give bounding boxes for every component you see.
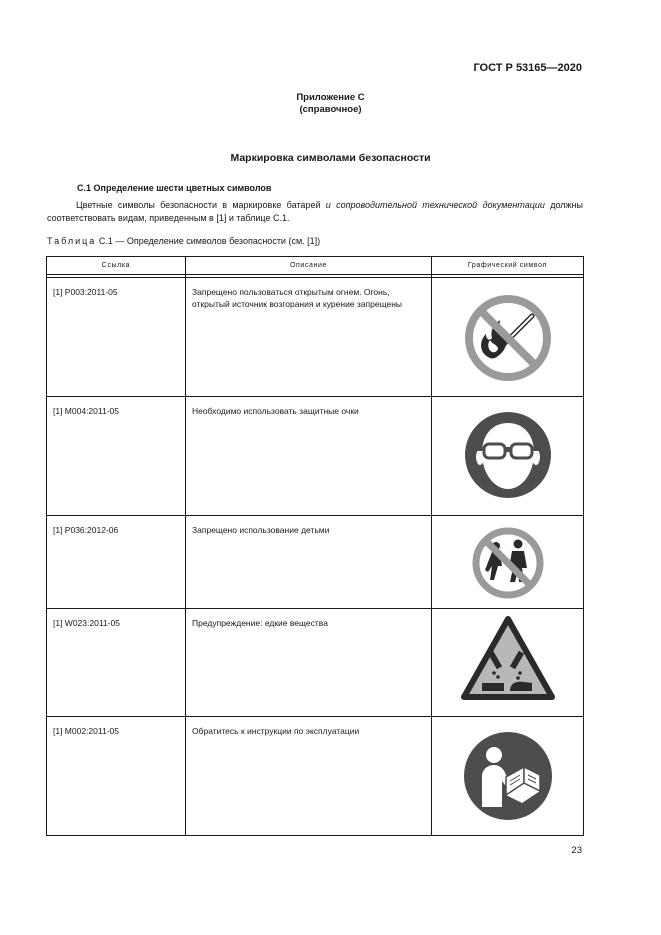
page-number: 23 bbox=[571, 845, 582, 856]
page-title: Маркировка символами безопасности bbox=[230, 152, 431, 164]
header-symbol: Графический символ bbox=[432, 257, 584, 275]
table-row bbox=[47, 516, 584, 609]
paragraph-italic: и сопроводительной технической документации bbox=[325, 200, 545, 210]
table-caption-text: С.1 — Определение символов безопасности (см. [1]) bbox=[98, 236, 321, 246]
section-paragraph bbox=[47, 199, 583, 225]
paragraph-text-2: должны соответствовать видам, приведенным в [1] и таблице С.1. bbox=[47, 200, 583, 223]
table-row bbox=[47, 397, 584, 516]
paragraph-text-1: Цветные символы безопасности в маркировке батарей bbox=[76, 200, 321, 210]
table-caption-label: Таблица bbox=[47, 236, 97, 246]
header-reference: Ссылка bbox=[47, 257, 186, 275]
header-description: Описание bbox=[186, 257, 432, 275]
row-reference: [1] P003:2011-05 bbox=[47, 278, 186, 397]
no-children-icon bbox=[432, 516, 584, 608]
row-reference: [1] P036:2012-06 bbox=[47, 516, 186, 609]
document-code: ГОСТ Р 53165—2020 bbox=[473, 62, 582, 74]
annex-subtitle: (справочное) bbox=[299, 104, 362, 115]
wear-goggles-icon bbox=[432, 397, 584, 515]
table-caption bbox=[47, 236, 320, 246]
corrosive-warning-icon bbox=[432, 609, 584, 716]
row-description: Обратитесь к инструкции по эксплуатации bbox=[186, 717, 432, 836]
section-heading: С.1 Определение шести цветных символов bbox=[77, 183, 272, 193]
row-reference: [1] M004:2011-05 bbox=[47, 397, 186, 516]
annex-title bbox=[0, 92, 661, 116]
row-description: Запрещено пользоваться открытым огнем. Огонь, открытый источник возгорания и курение запрещены bbox=[186, 278, 432, 397]
safety-symbols-table bbox=[46, 256, 584, 836]
table-row bbox=[47, 717, 584, 836]
read-manual-icon bbox=[432, 717, 584, 835]
no-open-flame-icon bbox=[432, 278, 584, 396]
table-row bbox=[47, 278, 584, 397]
row-description: Предупреждение: едкие вещества bbox=[186, 609, 432, 717]
row-reference: [1] M002:2011-05 bbox=[47, 717, 186, 836]
row-description: Необходимо использовать защитные очки bbox=[186, 397, 432, 516]
table-row bbox=[47, 609, 584, 717]
row-description: Запрещено использование детьми bbox=[186, 516, 432, 609]
row-reference: [1] W023:2011-05 bbox=[47, 609, 186, 717]
annex-label: Приложение С bbox=[296, 92, 365, 103]
